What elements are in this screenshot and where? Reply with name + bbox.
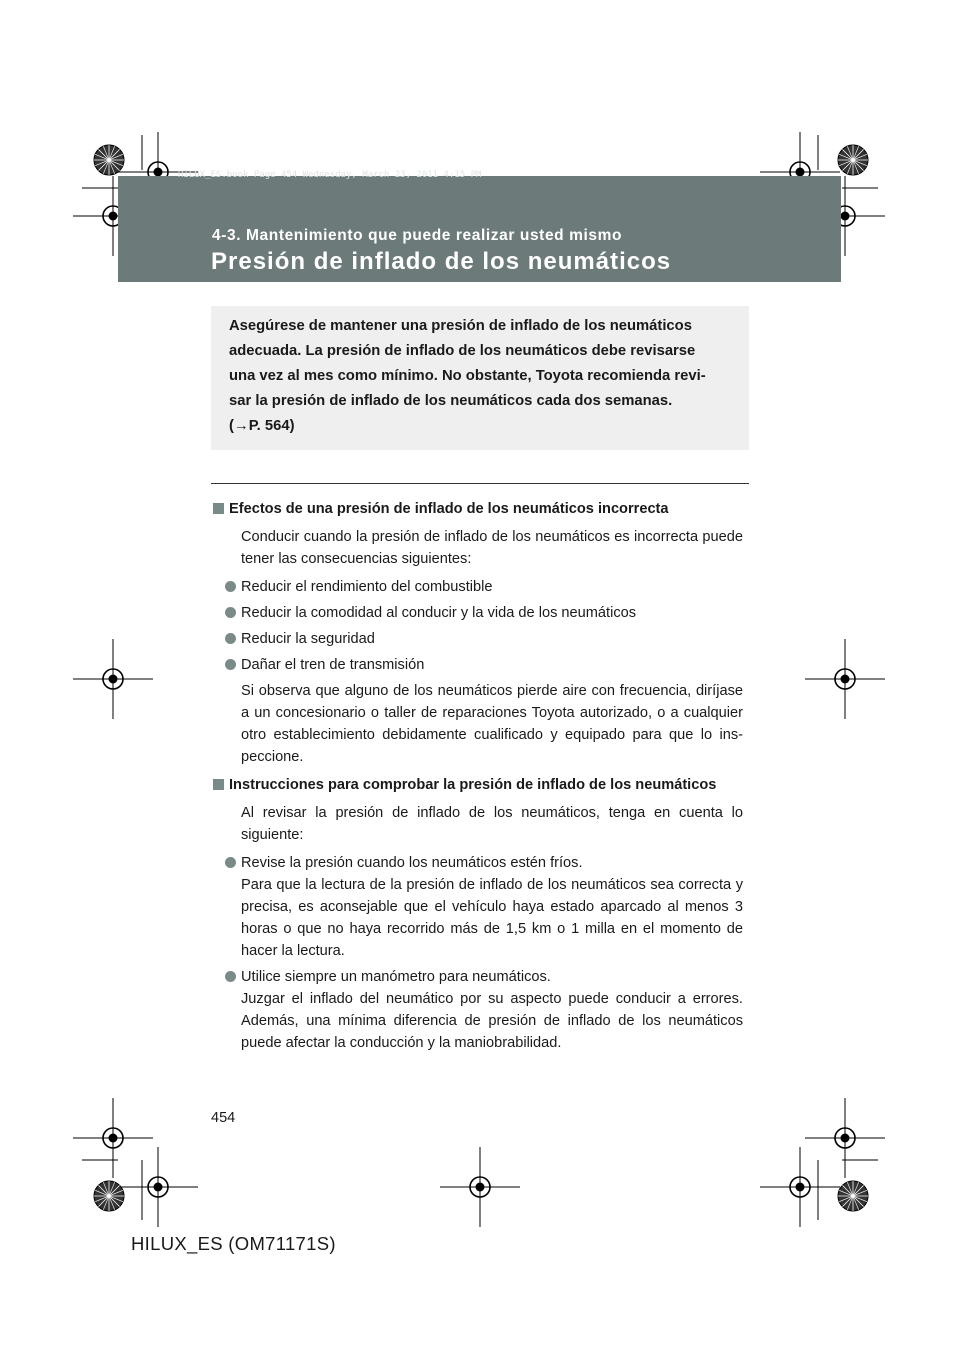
list-item-title: Revise la presión cuando los neumáticos estén fríos. bbox=[241, 855, 583, 871]
list-item-text: Reducir la comodidad al conducir y la vida de los neumáticos bbox=[241, 605, 637, 621]
section1-heading bbox=[213, 498, 743, 520]
round-bullet-icon bbox=[225, 607, 236, 618]
round-bullet-icon bbox=[225, 659, 236, 670]
list-item-text: Reducir el rendimiento del combustible bbox=[241, 579, 493, 595]
model-code: HILUX_ES (OM71171S) bbox=[131, 1233, 336, 1254]
section-label: 4-3. Mantenimiento que puede realizar usted mismo bbox=[212, 227, 623, 244]
list-item bbox=[213, 628, 743, 650]
square-bullet-icon bbox=[213, 503, 224, 514]
round-bullet-icon bbox=[225, 971, 236, 982]
section2-heading bbox=[213, 774, 743, 796]
square-bullet-icon bbox=[213, 779, 224, 790]
book-stamp: HILUX_ES.book Page 454 Wednesday, March 23, 2011 4:15 PM bbox=[178, 170, 482, 180]
list-item bbox=[213, 852, 743, 962]
list-item bbox=[213, 654, 743, 676]
section1-intro: Conducir cuando la presión de inflado de los neumáticos es incorrecta puede tener las consecuencias siguientes: bbox=[241, 529, 743, 567]
section2-intro: Al revisar la presión de inflado de los neumáticos, tenga en cuenta lo siguiente: bbox=[241, 805, 743, 843]
intro-text bbox=[229, 314, 727, 439]
list-item-detail: Juzgar el inflado del neumático por su aspecto puede conducir a errores. Además, una mínima diferencia de presión de inflado de los neumáticos puede afectar la conducción y la maniobrabilidad. bbox=[241, 991, 743, 1051]
section-divider bbox=[211, 483, 749, 484]
intro-line: sar la presión de inflado de los neumáticos cada dos semanas. bbox=[229, 393, 673, 409]
list-item bbox=[213, 576, 743, 598]
list-item-title: Utilice siempre un manómetro para neumáticos. bbox=[241, 969, 551, 985]
section2-heading-text: Instrucciones para comprobar la presión de inflado de los neumáticos bbox=[229, 777, 717, 793]
page-title: Presión de inflado de los neumáticos bbox=[211, 248, 672, 275]
intro-page-reference: (→P. 564) bbox=[229, 418, 295, 434]
intro-line: una vez al mes como mínimo. No obstante, Toyota recomienda revi- bbox=[229, 368, 706, 384]
intro-line: adecuada. La presión de inflado de los neumáticos debe revisarse bbox=[229, 343, 696, 359]
section1-closing: Si observa que alguno de los neumáticos pierde aire con frecuencia, diríjase a un concesionario o taller de reparaciones Toyota autorizado, o a cualquier otro establecimiento debidamente cualificado y equipado para que lo ins-peccione. bbox=[241, 683, 743, 765]
list-item-text: Dañar el tren de transmisión bbox=[241, 657, 425, 673]
round-bullet-icon bbox=[225, 633, 236, 644]
list-item-text: Reducir la seguridad bbox=[241, 631, 375, 647]
body-text bbox=[213, 498, 743, 1058]
section1-heading-text: Efectos de una presión de inflado de los neumáticos incorrecta bbox=[229, 501, 669, 517]
page-number: 454 bbox=[211, 1110, 236, 1126]
list-item bbox=[213, 602, 743, 624]
list-item bbox=[213, 966, 743, 1054]
round-bullet-icon bbox=[225, 857, 236, 868]
intro-line: Asegúrese de mantener una presión de inflado de los neumáticos bbox=[229, 318, 692, 334]
round-bullet-icon bbox=[225, 581, 236, 592]
list-item-detail: Para que la lectura de la presión de inflado de los neumáticos sea correcta y precisa, es aconsejable que el vehículo haya estado aparcado al menos 3 horas o que no haya recorrido más de 1,5 km o 1 milla en el momento de hacer la lectura. bbox=[241, 877, 743, 959]
